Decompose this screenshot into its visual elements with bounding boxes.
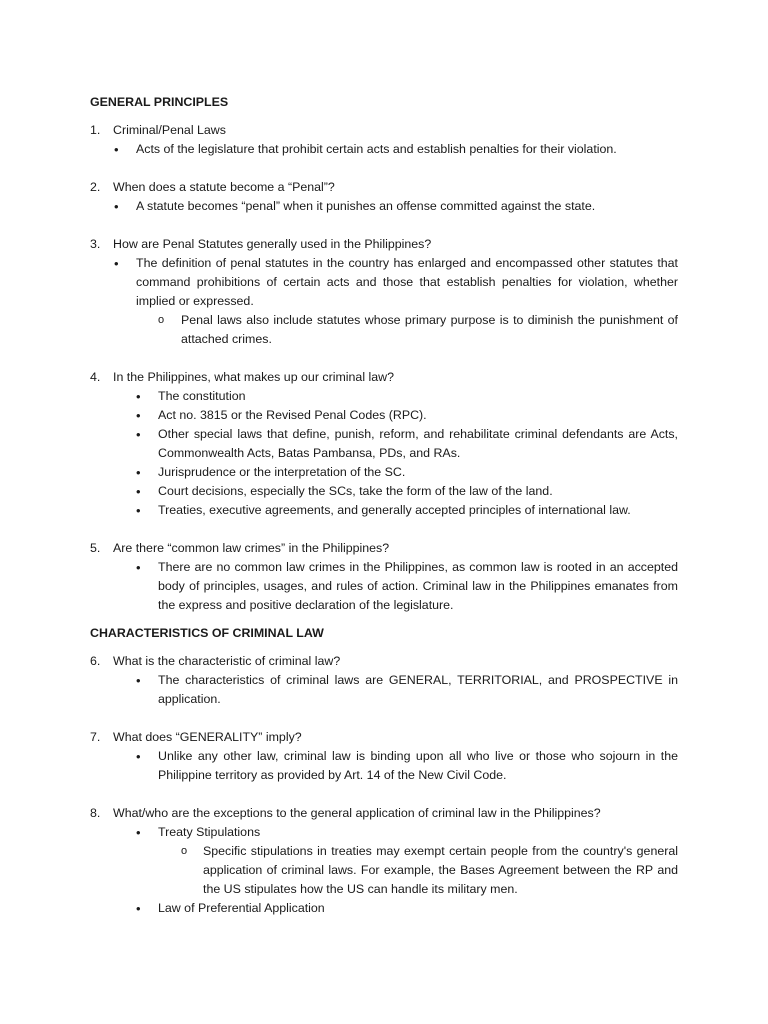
question-number: 5. [90, 541, 101, 555]
section-heading-general-principles: GENERAL PRINCIPLES [90, 95, 229, 109]
list-item: • Jurisprudence or the interpretation of the SC. [90, 463, 678, 482]
question-text: What/who are the exceptions to the general application of criminal law in the Philippines? [113, 806, 601, 820]
question-1 [90, 121, 678, 140]
sub-bullet-list [90, 842, 678, 899]
document-page [90, 93, 678, 918]
list-item: • The definition of penal statutes in the country has enlarged and encompassed other statutes that command prohibitions of certain acts and those that establish penalties for violation, whether implied or expressed. [90, 254, 678, 311]
question-5 [90, 539, 678, 558]
bullet-list [90, 140, 678, 159]
list-item: • Treaty Stipulations [90, 823, 678, 842]
question-number: 2. [90, 180, 101, 194]
list-item: • Treaties, executive agreements, and generally accepted principles of international law. [90, 501, 678, 520]
question-number: 1. [90, 123, 101, 137]
bullet-list [90, 899, 678, 918]
question-text: What does “GENERALITY” imply? [113, 730, 302, 744]
list-item: • Court decisions, especially the SCs, take the form of the law of the land. [90, 482, 678, 501]
list-item: • Other special laws that define, punish, reform, and rehabilitate criminal defendants are Acts, Commonwealth Acts, Batas Pambansa, PDs, and RAs. [90, 425, 678, 463]
bullet-list [90, 747, 678, 785]
list-item: • The constitution [90, 387, 678, 406]
question-7 [90, 728, 678, 747]
question-text: What is the characteristic of criminal law? [113, 654, 341, 668]
question-number: 7. [90, 730, 101, 744]
question-4 [90, 368, 678, 387]
list-item: • Act no. 3815 or the Revised Penal Codes (RPC). [90, 406, 678, 425]
question-text: How are Penal Statutes generally used in the Philippines? [113, 237, 432, 251]
question-text: In the Philippines, what makes up our criminal law? [113, 370, 394, 384]
list-item: • Unlike any other law, criminal law is binding upon all who live or those who sojourn in the Philippine territory as provided by Art. 14 of the New Civil Code. [90, 747, 678, 785]
sub-list-item: o Specific stipulations in treaties may exempt certain people from the country's general application of criminal laws. For example, the Bases Agreement between the RP and the US stipulates how the US can handle its military men. [90, 842, 678, 899]
list-item: • Acts of the legislature that prohibit certain acts and establish penalties for their violation. [90, 140, 678, 159]
bullet-list [90, 387, 678, 520]
question-number: 4. [90, 370, 101, 384]
sub-list-item: o Penal laws also include statutes whose primary purpose is to diminish the punishment of attached crimes. [90, 311, 678, 349]
bullet-list [90, 671, 678, 709]
bullet-list [90, 197, 678, 216]
question-8 [90, 804, 678, 823]
list-item: • Law of Preferential Application [90, 899, 678, 918]
question-number: 3. [90, 237, 101, 251]
question-6 [90, 652, 678, 671]
question-text: When does a statute become a “Penal”? [113, 180, 335, 194]
question-text: Criminal/Penal Laws [113, 123, 226, 137]
bullet-list [90, 254, 678, 311]
question-number: 6. [90, 654, 101, 668]
list-item: • A statute becomes “penal” when it punishes an offense committed against the state. [90, 197, 678, 216]
question-3 [90, 235, 678, 254]
question-number: 8. [90, 806, 101, 820]
list-item: • There are no common law crimes in the Philippines, as common law is rooted in an accepted body of principles, usages, and rules of action. Criminal law in the Philippines emanates from the express and positive declaration of the legislature. [90, 558, 678, 615]
sub-bullet-list [90, 311, 678, 349]
bullet-list [90, 558, 678, 615]
list-item: • The characteristics of criminal laws are GENERAL, TERRITORIAL, and PROSPECTIVE in application. [90, 671, 678, 709]
question-text: Are there “common law crimes” in the Philippines? [113, 541, 390, 555]
question-2 [90, 178, 678, 197]
bullet-list [90, 823, 678, 842]
section-heading-characteristics: CHARACTERISTICS OF CRIMINAL LAW [90, 626, 324, 640]
